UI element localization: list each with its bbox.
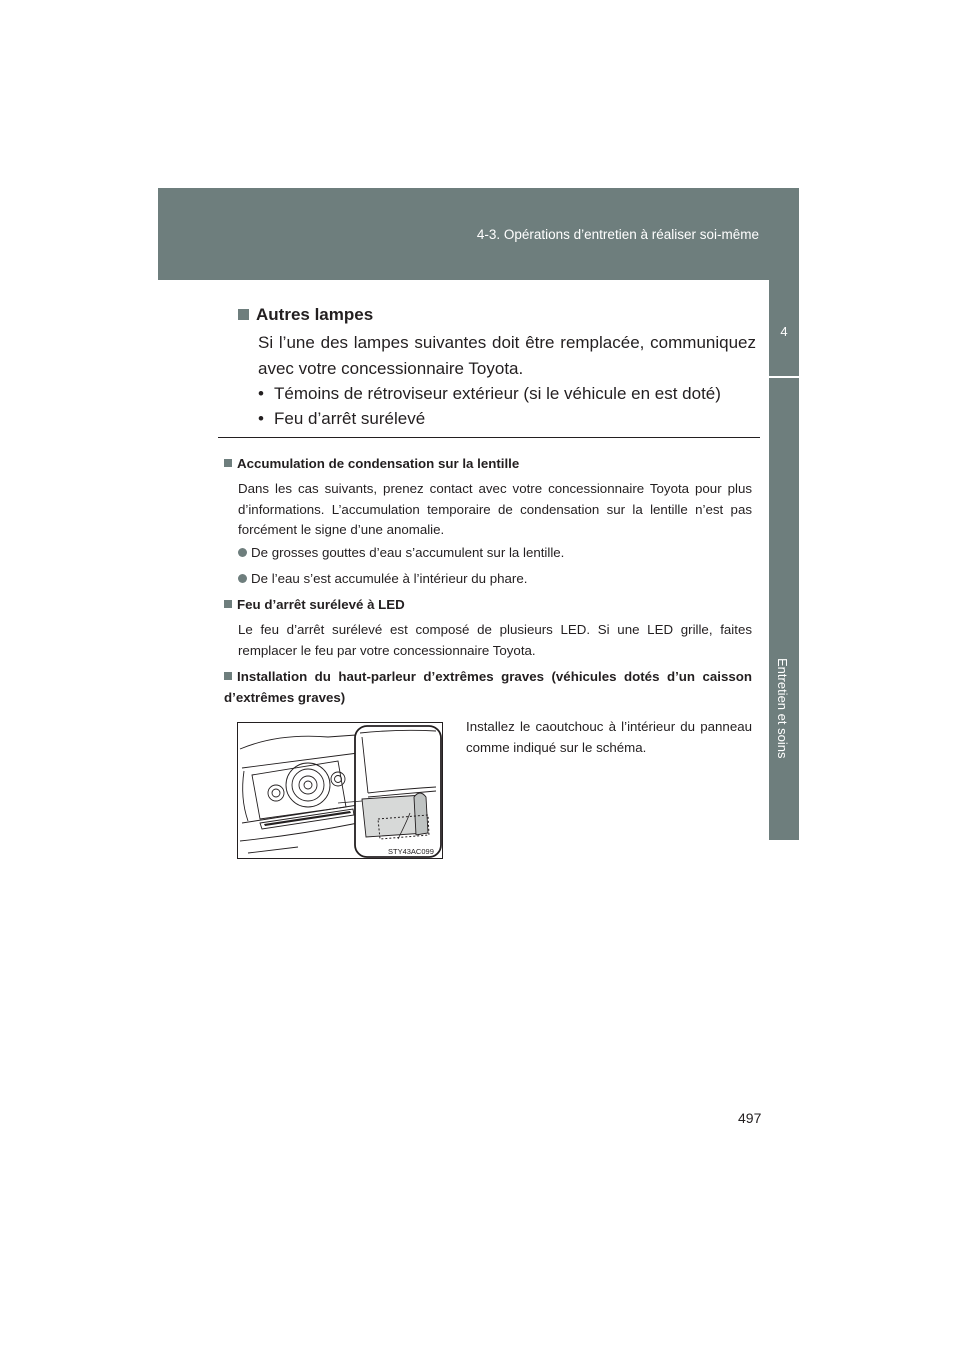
square-bullet-icon <box>238 309 249 320</box>
figure-code: STY43AC099 <box>388 847 434 856</box>
section-header-bar <box>158 188 799 280</box>
note-body: Dans les cas suivants, prenez contact avec votre concessionnaire Toyota pour plus d’informations. L’accumulation temporaire de condensation sur la lentille n’est pas forcément le signe d’une anomalie. <box>238 481 752 537</box>
list-item-text: De grosses gouttes d’eau s’accumulent sur la lentille. <box>251 545 565 560</box>
square-bullet-icon <box>224 672 232 680</box>
note-heading <box>224 597 405 612</box>
chapter-title: Entretien et soins <box>775 658 790 759</box>
square-bullet-icon <box>224 600 232 608</box>
figure-caption: Installez le caoutchouc à l’intérieur du panneau comme indiqué sur le schéma. <box>466 719 752 755</box>
bullet-dot-icon: • <box>258 384 264 403</box>
circle-bullet-icon <box>238 548 247 557</box>
divider <box>218 437 760 438</box>
bullet-dot-icon: • <box>258 409 264 428</box>
chapter-number-box <box>769 280 799 378</box>
chapter-number: 4 <box>780 324 788 339</box>
page-number: 497 <box>738 1110 762 1126</box>
list-item <box>238 545 564 560</box>
section-title: 4-3. Opérations d’entretien à réaliser soi-même <box>476 227 759 242</box>
list-item-text: Feu d’arrêt surélevé <box>274 409 426 428</box>
note-heading-text: Feu d’arrêt surélevé à LED <box>237 597 405 612</box>
note-heading <box>224 456 519 471</box>
list-item-text: Témoins de rétroviseur extérieur (si le véhicule en est doté) <box>274 384 721 403</box>
list-item <box>258 384 721 409</box>
list-item <box>238 571 527 586</box>
list-item-text: De l’eau s’est accumulée à l’intérieur du phare. <box>251 571 528 586</box>
note-heading-text: Installation du haut-parleur d’extrêmes graves (véhicules dotés d’un caisson d’extrêmes graves) <box>224 669 752 705</box>
chapter-title-tab <box>769 650 799 840</box>
subwoofer-installation-figure <box>237 722 443 859</box>
note-heading <box>224 667 752 708</box>
subwoofer-panel-illustration <box>238 723 443 859</box>
square-bullet-icon <box>224 459 232 467</box>
note-body: Le feu d’arrêt surélevé est composé de plusieurs LED. Si une LED grille, faites remplacer le feu par votre concessionnaire Toyota. <box>238 622 752 658</box>
circle-bullet-icon <box>238 574 247 583</box>
section-heading <box>238 305 373 325</box>
section-body: Si l’une des lampes suivantes doit être remplacée, communiquez avec votre concessionnaire Toyota. <box>258 333 756 378</box>
note-heading-text: Accumulation de condensation sur la lentille <box>237 456 520 471</box>
list-item <box>258 409 721 434</box>
bullet-list <box>258 384 721 434</box>
section-heading-text: Autres lampes <box>256 305 374 324</box>
chapter-side-tab <box>769 280 799 650</box>
